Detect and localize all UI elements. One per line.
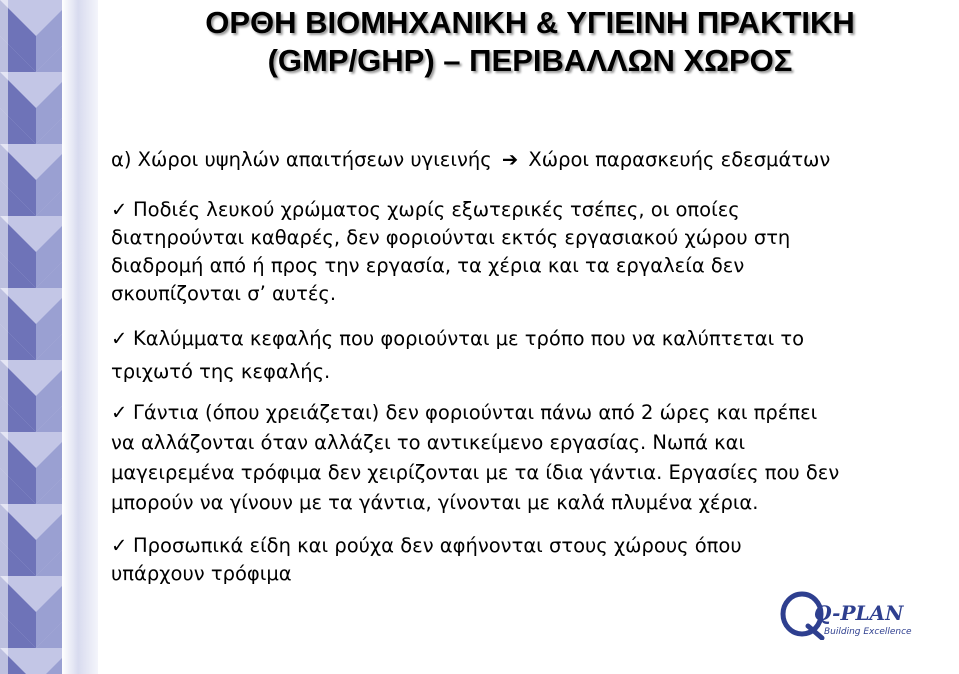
checkmark-icon: ✓ <box>111 401 128 424</box>
bullet-text: διατηρούνται καθαρές, δεν φοριούνται εκτός εργασιακού χώρου στη <box>111 226 791 249</box>
intro-right-text: Χώροι παρασκευής εδεσμάτων <box>528 148 831 171</box>
bullet-text: μαγειρεμένα τρόφιμα δεν χειρίζονται με τα ίδια γάντια. Εργασίες που δεν <box>111 461 840 484</box>
bullet-text: διαδρομή από ή προς την εργασία, τα χέρια και τα εργαλεία δεν <box>111 254 745 277</box>
bullet-text: Προσωπικά είδη και ρούχα δεν αφήνονται στους χώρους όπου <box>133 534 742 557</box>
decorative-left-border <box>0 0 98 674</box>
bullet-text: τριχωτό της κεφαλής. <box>111 360 331 383</box>
bullet-personal-items <box>111 532 941 588</box>
stripe-pattern <box>0 0 98 674</box>
checkmark-icon: ✓ <box>111 327 128 350</box>
slide-title <box>110 4 950 80</box>
title-line-2: (GMP/GHP) – ΠΕΡΙΒΑΛΛΩΝ ΧΩΡΟΣ <box>267 43 793 78</box>
bullet-text: να αλλάζονται όταν αλλάζει το αντικείμενο εργασίας. Νωπά και <box>111 431 746 454</box>
bullet-text: Καλύμματα κεφαλής που φοριούνται με τρόπο που να καλύπτεται το <box>133 327 805 350</box>
title-line-1: ΟΡΘΗ ΒΙΟΜΗΧΑΝΙΚΗ & ΥΓΙΕΙΝΗ ΠΡΑΚΤΙΚΗ <box>205 5 855 40</box>
logo-wordmark: Q-PLAN <box>814 601 904 625</box>
intro-line <box>111 146 941 174</box>
intro-left-text: α) Χώροι υψηλών απαιτήσεων υγιεινής <box>111 148 492 171</box>
arrow-right-icon: ➔ <box>501 148 519 171</box>
slide-body <box>111 146 941 602</box>
bullet-gloves <box>111 398 941 518</box>
bullet-aprons <box>111 196 941 308</box>
bullet-text: Γάντια (όπου χρειάζεται) δεν φοριούνται πάνω από 2 ώρες και πρέπει <box>133 401 818 424</box>
bullet-head-covers <box>111 322 941 388</box>
bullet-text: μπορούν να γίνουν με τα γάντια, γίνονται με καλά πλυμένα χέρια. <box>111 491 759 514</box>
bullet-text: Ποδιές λευκού χρώματος χωρίς εξωτερικές τσέπες, οι οποίες <box>133 198 740 221</box>
qplan-logo <box>778 590 928 640</box>
checkmark-icon: ✓ <box>111 534 128 557</box>
checkmark-icon: ✓ <box>111 198 128 221</box>
logo-tagline: Building Excellence <box>824 627 912 637</box>
bullet-text: υπάρχουν τρόφιμα <box>111 562 292 585</box>
qplan-logo-icon <box>778 590 928 640</box>
bullet-text: σκουπίζονται σ’ αυτές. <box>111 282 337 305</box>
